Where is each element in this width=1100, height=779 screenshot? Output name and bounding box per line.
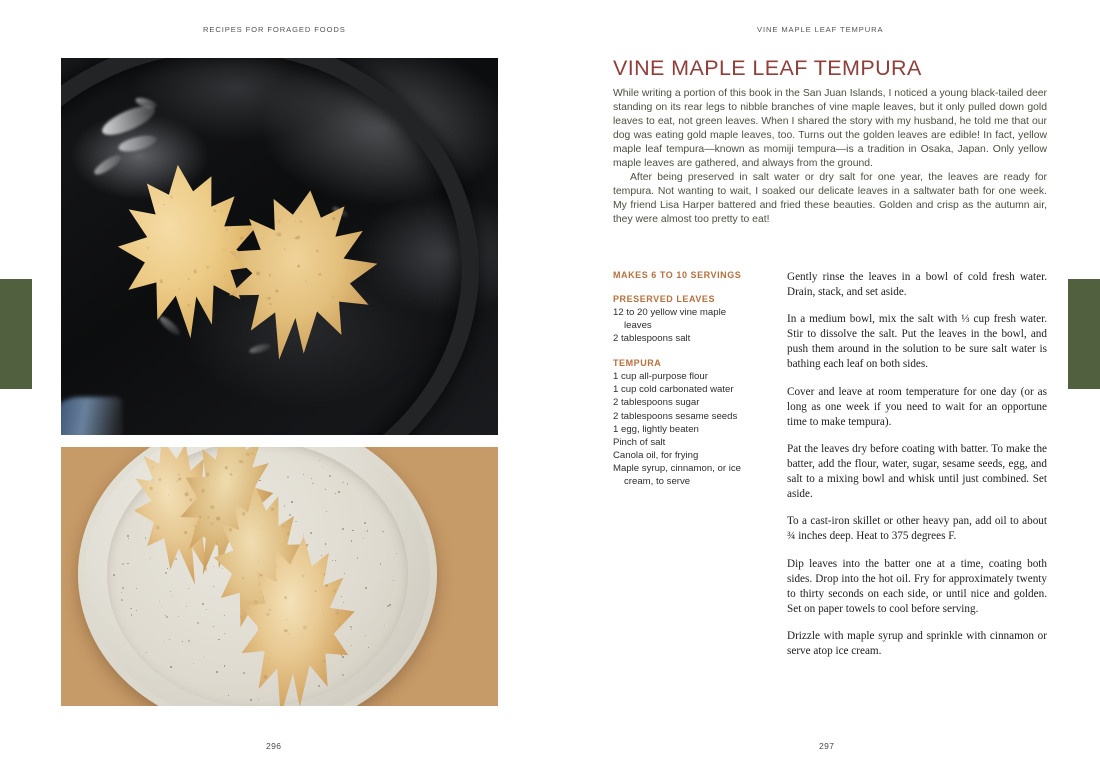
leaf-speckle [256,271,260,275]
leaf-speckle [284,248,286,250]
leaf-speckle [333,590,336,593]
page-number-recto: 297 [819,741,835,751]
leaf-speckle [210,521,215,526]
plate-speckle [170,591,171,592]
plate-speckle [170,666,172,668]
leaf-speckle [211,505,215,509]
plate-speckle [164,641,165,642]
plate-speckle [224,633,225,634]
yield-label: MAKES 6 TO 10 SERVINGS [613,270,742,280]
plate-speckle [341,596,342,597]
plate-speckle [165,572,167,574]
plate-speckle [250,699,252,701]
leaf-speckle [332,216,336,220]
leaf-speckle [239,236,243,240]
ingredient-item [613,306,765,332]
plate-speckle [204,657,205,658]
plate-speckle [213,626,214,627]
leaf-speckle [226,466,229,469]
leaf-speckle [178,478,181,481]
ingredient-item [613,383,765,396]
leaf-speckle [323,615,324,616]
leaf-speckle [277,219,281,223]
method-step: In a medium bowl, mix the salt with ⅓ cup fresh water. Stir to dissolve the salt. Put the leaves in the bowl, and push them around in the solution to be sure salt water is bathing each leaf on both sides. [787,313,1047,371]
ingredients-column [613,270,765,659]
plate-speckle [335,493,336,494]
plate-speckle [368,647,369,648]
edge-tab-left [0,279,32,389]
leaf-speckle [263,237,265,239]
plate-speckle [310,532,312,534]
plate-speckle [222,568,223,569]
plate-speckle [186,606,187,607]
leaf-speckle [177,473,180,476]
leaf-speckle [305,279,307,281]
plate-speckle [136,610,137,611]
plate-speckle [312,483,314,485]
plate-speckle [161,606,162,607]
leaf-speckle [216,516,221,521]
method-column [787,270,1047,659]
plate-speckle [325,489,326,490]
leaf-speckle [223,249,224,250]
plate-speckle [150,558,151,559]
leaf-speckle [178,288,180,290]
plate-speckle [319,460,320,461]
running-head-recto: VINE MAPLE LEAF TEMPURA [757,25,884,34]
plate-photo [61,447,498,706]
plate-speckle [325,543,326,544]
plate-speckle [352,530,353,531]
ingredient-text-continued: cream, to serve [624,475,691,487]
leaf-speckle [295,221,296,222]
leaf-speckle [184,492,188,496]
plate-speckle [384,625,385,626]
plate-speckle [131,614,133,616]
plate-speckle [342,656,343,657]
plate-speckle [213,566,214,567]
leaf-speckle [187,303,191,307]
leaf-speckle [268,297,271,300]
leaf-speckle [152,466,155,469]
leaf-speckle [207,516,210,519]
leaf-speckle [284,684,286,686]
method-step: Drizzle with maple syrup and sprinkle with cinnamon or serve atop ice cream. [787,630,1047,658]
plate-speckle [197,622,198,623]
leaf-speckle [228,528,231,531]
recipe-title: VINE MAPLE LEAF TEMPURA [613,56,922,80]
method-step: Cover and leave at room temperature for one day (or as long as one week if you need to wait for an opportune time to make tempura). [787,385,1047,428]
ingredient-text: 2 tablespoons salt [613,333,691,345]
ingredient-item [613,410,765,423]
plate-speckle [258,699,259,700]
leaf-speckle [332,296,334,298]
plate-speckle [326,511,327,512]
leaf-speckle [139,222,141,224]
plate-speckle [172,596,173,597]
leaf-speckle [188,278,190,280]
leaf-speckle [276,290,279,293]
leaf-speckle [269,609,271,611]
plate-speckle [342,482,344,484]
ingredient-text: 2 tablespoons sugar [613,397,700,409]
plate-speckle [332,560,333,561]
plate-speckle [178,616,179,617]
leaf-speckle [285,619,287,621]
plate-speckle [175,558,177,560]
leaf-speckle [204,305,206,307]
plate-speckle [218,639,219,640]
plate-speckle [193,663,194,664]
plate-speckle [342,528,344,530]
leaf-speckle [158,478,162,482]
plate-speckle [367,530,369,532]
plate-speckle [351,629,352,630]
leaf-speckle [189,536,191,538]
headnote-paragraph-1: While writing a portion of this book in the San Juan Islands, I noticed a young black-tailed deer standing on its rear legs to nibble branches of vine maple leaves, but it only pulled down gold leaves to eat, not green leaves. When I shared the story with my husband, he told me that our dog was eating gold maple leaves, too. Turns out the golden leaves are edible! In fact, yellow maple leaf tempura—known as momiji tempura—is a tradition in Osaka, Japan. Only yellow maple leaves are gathered, and always from the ground. [613,88,1047,169]
plate-speckle [169,639,170,640]
leaf-speckle [316,249,319,252]
plate-speckle [342,674,344,676]
leaf-speckle [301,574,305,578]
ingredient-group [613,294,765,345]
leaf-speckle [288,633,290,635]
plate-speckle [202,603,203,604]
ingredient-item [613,396,765,409]
leaf-speckle [224,275,225,276]
ingredient-text: Pinch of salt [613,436,666,448]
headnote-paragraph-2: After being preserved in salt water or dry salt for one year, the leaves are ready for tempura. Not wanting to wait, I soaked our delicate leaves in a saltwater bath for one week. My friend Lisa Harper battered and fried these beauties. Golden and crisp as the autumn air, they were almost too pretty to eat! [613,172,1047,226]
leaf-speckle [193,269,196,272]
leaf-speckle [253,600,257,604]
leaf-speckle [201,489,205,493]
leaf-speckle [163,204,165,206]
leaf-speckle [303,626,307,630]
leaf-speckle [149,487,152,490]
leaf-speckle [270,508,274,512]
ingredient-item [613,436,765,449]
leaf-speckle [318,273,321,276]
plate-speckle [188,588,189,589]
leaf-speckle [242,512,246,516]
skillet-photo [61,58,498,435]
ingredient-text: Canola oil, for frying [613,449,699,461]
plate-speckle [311,478,312,479]
ingredient-text: Maple syrup, cinnamon, or ice [613,462,741,474]
plate-speckle [396,553,397,554]
ingredient-group-heading: PRESERVED LEAVES [613,294,715,305]
plate-speckle [380,563,381,564]
ingredient-item [613,423,765,436]
leaf-speckle [246,453,250,457]
plate-speckle [387,605,389,607]
leaf-speckle [242,466,243,467]
ingredient-text: 1 cup cold carbonated water [613,384,734,396]
leaf-speckle [251,452,253,454]
ingredient-item [613,462,765,488]
leaf-speckle [151,461,152,462]
plate-speckle [182,641,183,642]
plate-speckle [351,645,352,646]
leaf-speckle [206,473,210,477]
plate-speckle [389,604,391,606]
leaf-speckle [174,273,175,274]
leaf-speckle [206,265,209,268]
leaf-speckle [323,660,325,662]
ingredient-group [613,358,765,487]
stove-burner [61,397,122,435]
plate-speckle [343,602,344,603]
leaf-speckle [168,494,170,496]
plate-speckle [303,534,304,535]
recipe-body [613,270,1047,659]
plate-speckle [344,573,345,574]
plate-speckle [295,521,296,522]
plate-speckle [365,635,366,636]
leaf-speckle [263,675,267,679]
leaf-speckle [221,209,223,211]
plate-speckle [347,484,348,485]
plate-speckle [259,480,260,481]
plate-speckle [303,474,304,475]
leaf-speckle [282,525,285,528]
plate-speckle [122,587,124,589]
leaf-speckle [146,246,148,248]
plate-speckle [146,652,147,653]
running-head-verso: RECIPES FOR FORAGED FOODS [203,25,346,34]
plate-speckle [347,483,348,484]
leaf-speckle [268,657,270,659]
leaf-speckle [274,513,275,514]
plate-speckle [357,557,359,559]
plate-speckle [382,531,383,532]
plate-speckle [224,615,226,617]
leaf-speckle [261,527,263,529]
plate-speckle [393,580,395,582]
plate-speckle [284,505,285,506]
method-step: Gently rinse the leaves in a bowl of cold fresh water. Drain, stack, and set aside. [787,271,1047,298]
leaf-speckle [231,470,233,472]
plate-speckle [365,531,366,532]
method-step: To a cast-iron skillet or other heavy pan, add oil to about ¾ inches deep. Heat to 375 degrees F. [787,515,1047,543]
leaf-speckle [297,265,300,268]
leaf-speckle [269,274,272,277]
plate-speckle [216,671,218,673]
ingredient-text: 1 cup all-purpose flour [613,371,708,383]
ingredient-group-heading: TEMPURA [613,358,662,369]
leaf-speckle [213,208,217,212]
plate-speckle [338,491,340,493]
plate-speckle [289,514,291,516]
plate-speckle [167,568,168,569]
plate-speckle [364,522,366,524]
plate-speckle [351,540,353,542]
plate-speckle [363,538,364,539]
method-step: Pat the leaves dry before coating with batter. To make the batter, add the flour, water, sugar, sesame seeds, egg, and salt to a mixing bowl and whisk until just combined. Set aside. [787,443,1047,500]
plate-speckle [130,608,131,609]
plate-speckle [121,592,122,593]
leaf-speckle [153,278,156,281]
leaf-speckle [286,532,290,536]
plate-speckle [166,616,168,618]
ingredient-item [613,370,765,383]
ingredient-text-continued: leaves [624,320,652,332]
method-step: Dip leaves into the batter one at a time, coating both sides. Drop into the hot oil. Fry for approximately twenty to thirty seconds on each side, or until nice and golden. Set on paper towels to cool before serving. [787,557,1047,615]
plate-speckle [335,560,336,561]
ceramic-plate [78,447,436,706]
leaf-speckle [224,227,228,231]
plate-speckle [329,475,330,476]
plate-speckle [206,609,207,610]
ingredient-item [613,449,765,462]
plate-speckle [318,685,320,687]
leaf-speckle [176,480,178,482]
plate-speckle [145,537,147,539]
leaf-speckle [242,577,244,579]
plate-speckle [322,467,323,468]
leaf-speckle [300,221,302,223]
plate-speckle [228,695,229,696]
plate-speckle [136,588,137,589]
plate-speckle [127,563,128,564]
ingredient-item [613,332,765,345]
plate-speckle [350,626,352,628]
leaf-speckle [314,591,316,593]
plate-speckle [321,555,322,556]
plate-speckle [291,501,293,503]
leaf-speckle [200,516,202,518]
plate-speckle [224,665,226,667]
leaf-speckle [283,629,287,633]
plate-speckle [188,640,190,642]
plate-speckle [122,563,124,565]
leaf-speckle [155,525,160,530]
plate-speckle [121,599,123,601]
plate-speckle [365,587,367,589]
leaf-speckle [266,612,270,616]
leaf-speckle [294,237,297,240]
leaf-speckle [184,531,188,535]
plate-speckle [128,538,129,539]
leaf-speckle [230,473,233,476]
leaf-speckle [169,195,173,199]
leaf-speckle [264,297,267,300]
plate-speckle [243,672,245,674]
leaf-speckle [159,278,163,282]
leaf-speckle [248,601,250,603]
ingredient-text: 12 to 20 yellow vine maple [613,307,727,319]
leaf-speckle [257,561,259,563]
leaf-speckle [284,597,286,599]
ingredient-text: 2 tablespoons sesame seeds [613,410,738,422]
plate-speckle [159,601,160,602]
page-number-verso: 296 [266,741,282,751]
ingredient-list [613,306,765,345]
leaf-speckle [336,611,339,614]
leaf-speckle [189,497,193,501]
recipe-header [613,56,1047,227]
plate-speckle [127,535,129,537]
ingredient-list [613,370,765,487]
leaf-speckle [269,302,271,304]
plate-speckle [287,476,289,478]
leaf-speckle [278,233,281,236]
plate-speckle [213,586,214,587]
leaf-speckle [338,625,340,627]
ingredient-text: 1 egg, lightly beaten [613,423,699,435]
edge-tab-right [1068,279,1100,389]
plate-speckle [113,574,115,576]
